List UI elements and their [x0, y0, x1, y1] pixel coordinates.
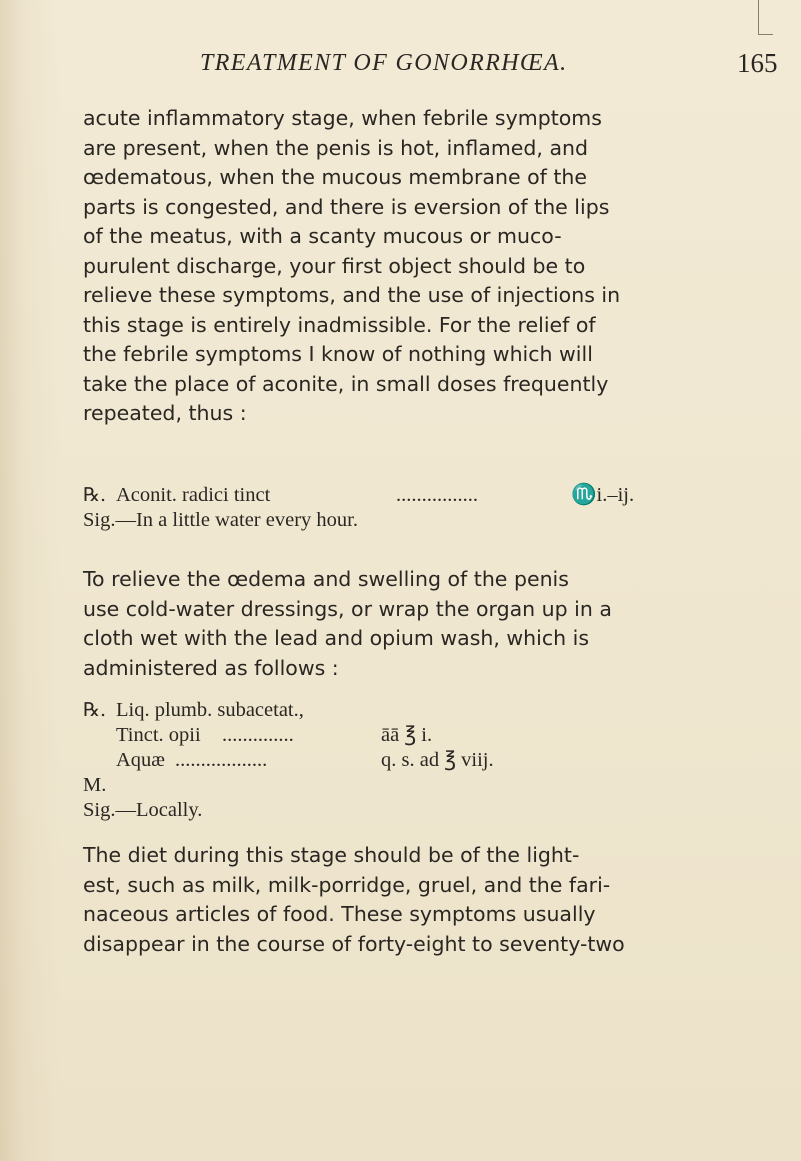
rx-sig: Sig.—In a little water every hour. — [83, 509, 358, 531]
text-line: the febrile symptoms I know of nothing which will — [83, 342, 593, 366]
running-title: TREATMENT OF GONORRHŒA. — [200, 50, 568, 76]
text-line: administered as follows : — [83, 655, 339, 680]
rx-line — [83, 773, 703, 798]
text-line: acute inflammatory stage, when febrile symptoms — [83, 106, 602, 130]
prescription-aconite — [83, 483, 703, 533]
rx-line — [83, 483, 703, 508]
paragraph-1 — [83, 104, 713, 429]
rx-mix: M. — [83, 774, 107, 796]
prescription-lead-wash — [83, 698, 703, 823]
text-line: purulent discharge, your first object should be to — [83, 253, 586, 278]
text-line: The diet during this stage should be of the light- — [83, 843, 580, 867]
paragraph-3 — [83, 841, 713, 959]
text-line: use cold-water dressings, or wrap the organ up in a — [83, 596, 612, 621]
rx-dose: q. s. ad ℥ viij. — [381, 749, 494, 771]
rx-dose: ♏i.–ij. — [571, 484, 635, 506]
rx-item: Tinct. opii — [116, 724, 201, 746]
text-line: œdematous, when the mucous membrane of the — [83, 165, 588, 189]
rx-item: Liq. plumb. subacetat., — [116, 699, 304, 721]
rx-dose: āā ℥ i. — [381, 724, 433, 746]
recipe-symbol: ℞. — [83, 699, 107, 721]
text-line: cloth wet with the lead and opium wash, which is — [83, 626, 590, 650]
text-line: est, such as milk, milk-porridge, gruel, and the fari- — [83, 872, 611, 897]
text-line: relieve these symptoms, and the use of injections in — [83, 283, 621, 307]
dot-leader: ................ — [396, 484, 478, 506]
rx-sig-line — [83, 798, 703, 823]
text-line: To relieve the œdema and swelling of the penis — [83, 567, 569, 591]
text-line: repeated, thus : — [83, 401, 247, 425]
text-line: this stage is entirely inadmissible. For the relief of — [83, 312, 596, 337]
text-line: of the meatus, with a scanty mucous or muco- — [83, 224, 562, 248]
dot-leader: .............. — [222, 724, 294, 746]
text-line: are present, when the penis is hot, inflamed, and — [83, 135, 589, 160]
page-number: 165 — [737, 48, 778, 78]
rx-sig-line — [83, 508, 703, 533]
text-line: take the place of aconite, in small doses frequently — [83, 371, 609, 396]
dot-leader: .................. — [175, 749, 268, 771]
rx-line — [83, 748, 703, 773]
text-line: parts is congested, and there is eversion of the lips — [83, 194, 610, 219]
rx-item: Aconit. radici tinct — [116, 484, 271, 506]
paragraph-2 — [83, 565, 713, 683]
recipe-symbol: ℞. — [83, 484, 107, 506]
page-corner-mark — [758, 0, 773, 35]
text-line: naceous articles of food. These symptoms usually — [83, 902, 596, 926]
rx-item: Aquæ — [116, 749, 165, 771]
text-line: disappear in the course of forty-eight to seventy-two — [83, 931, 625, 956]
rx-line — [83, 723, 703, 748]
rx-line — [83, 698, 703, 723]
rx-sig: Sig.—Locally. — [83, 799, 203, 821]
